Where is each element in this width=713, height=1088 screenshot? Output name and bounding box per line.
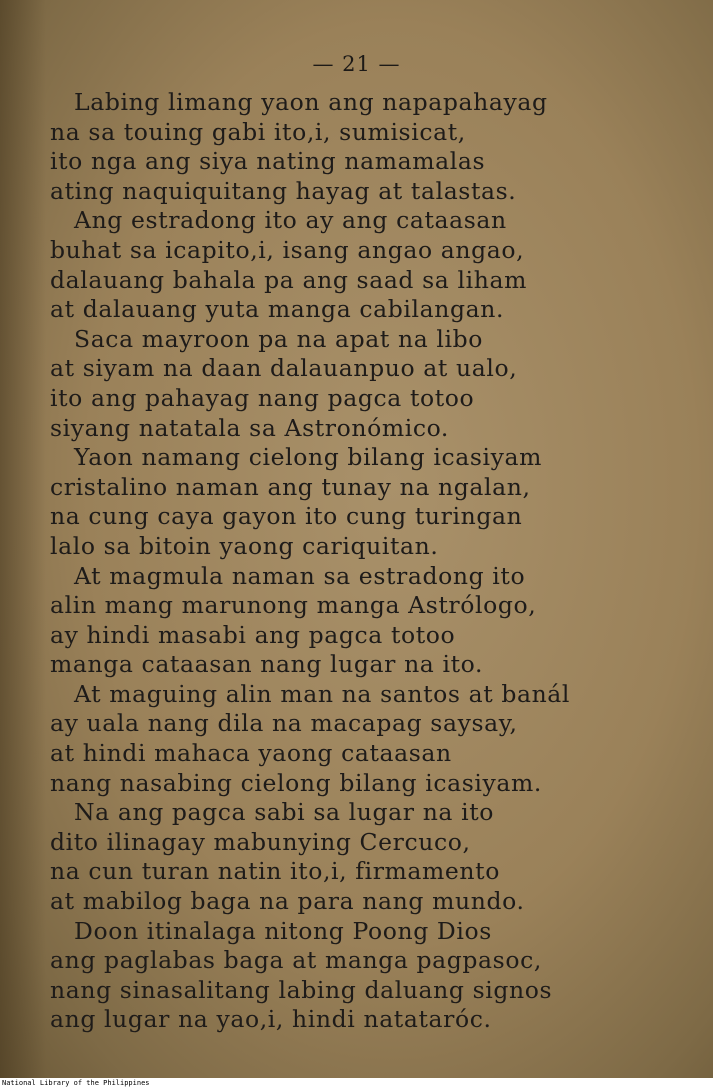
verse-line: Ang estradong ito ay ang cataasan bbox=[74, 206, 507, 235]
stanza-7 bbox=[0, 798, 713, 916]
verse-line: ay hindi masabi ang pagca totoo bbox=[50, 620, 456, 649]
verse-line: na cun turan natin ito,i, firmamento bbox=[50, 857, 500, 886]
verse-line: ang paglabas baga at manga pagpasoc, bbox=[50, 946, 542, 975]
verse-line: ay uala nang dila na macapag saysay, bbox=[50, 709, 518, 738]
verse-line: nang sinasalitang labing daluang signos bbox=[50, 975, 553, 1004]
verse-line: ang lugar na yao,i, hindi natataróc. bbox=[50, 1005, 492, 1034]
verse-line: cristalino naman ang tunay na ngalan, bbox=[50, 472, 531, 501]
verse-line: At maguing alin man na santos at banál bbox=[74, 679, 571, 708]
verse-line: ito ang pahayag nang pagca totoo bbox=[50, 383, 475, 412]
verse-line: ating naquiquitang hayag at talastas. bbox=[50, 176, 517, 205]
verse-line: manga cataasan nang lugar na ito. bbox=[50, 650, 484, 679]
verse-line: alin mang marunong manga Astrólogo, bbox=[50, 591, 537, 620]
verse-line: At magmula naman sa estradong ito bbox=[74, 561, 526, 590]
page-number: — 21 — bbox=[312, 52, 401, 76]
verse-line: dito ilinagay mabunying Cercuco, bbox=[50, 827, 471, 856]
verse-block bbox=[0, 88, 713, 1035]
stanza-2 bbox=[0, 206, 713, 324]
stanza-5 bbox=[0, 562, 713, 680]
stanza-3 bbox=[0, 325, 713, 443]
verse-line: siyang natatala sa Astronómico. bbox=[50, 413, 450, 442]
verse-line: Yaon namang cielong bilang icasiyam bbox=[74, 443, 543, 472]
stanza-4 bbox=[0, 443, 713, 561]
verse-line: at dalauang yuta manga cabilangan. bbox=[50, 295, 505, 324]
verse-line: na cung caya gayon ito cung turingan bbox=[50, 502, 523, 531]
stanza-1 bbox=[0, 88, 713, 206]
stanza-6 bbox=[0, 680, 713, 798]
library-credit: National Library of the Philippines bbox=[2, 1079, 150, 1087]
verse-line: Labing limang yaon ang napapahayag bbox=[74, 88, 548, 116]
stanza-8 bbox=[0, 917, 713, 1035]
verse-line: ito nga ang siya nating namamalas bbox=[50, 147, 486, 176]
verse-line: at hindi mahaca yaong cataasan bbox=[50, 739, 452, 768]
verse-line: nang nasabing cielong bilang icasiyam. bbox=[50, 768, 542, 797]
verse-line: lalo sa bitoin yaong cariquitan. bbox=[50, 531, 439, 560]
verse-line: Saca mayroon pa na apat na libo bbox=[74, 324, 484, 353]
verse-line: buhat sa icapito,i, isang angao angao, bbox=[50, 235, 525, 264]
verse-line: na sa touing gabi ito,i, sumisicat, bbox=[50, 117, 466, 146]
verse-line: Doon itinalaga nitong Poong Dios bbox=[74, 916, 492, 945]
verse-line: at mabilog baga na para nang mundo. bbox=[50, 887, 525, 916]
verse-line: Na ang pagca sabi sa lugar na ito bbox=[74, 798, 495, 827]
verse-line: dalauang bahala pa ang saad sa liham bbox=[50, 265, 527, 294]
verse-line: at siyam na daan dalauanpuo at ualo, bbox=[50, 354, 518, 383]
